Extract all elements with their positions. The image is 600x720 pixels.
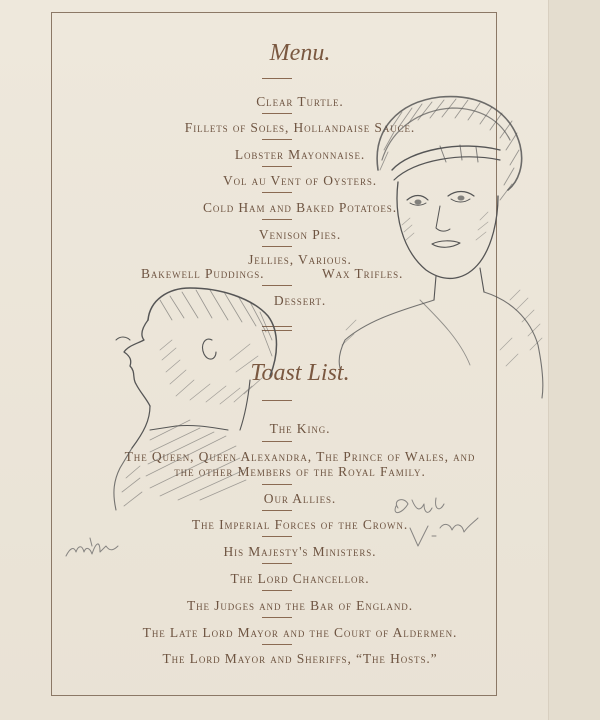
menu-item-right: Wax Trifles.: [322, 266, 404, 281]
menu-item: Vol au Vent of Oysters.: [222, 173, 378, 188]
toast-item: Our Allies.: [263, 491, 337, 506]
menu-item: Fillets of Soles, Hollandaise Sauce.: [184, 120, 416, 135]
menu-item: Venison Pies.: [258, 227, 342, 242]
toast-item: The Queen, Queen Alexandra, The Prince of Wales, and: [124, 449, 476, 464]
woman-portrait-sketch: [339, 97, 543, 398]
toast-item: The King.: [269, 421, 331, 436]
toast-item-continued: the other Members of the Royal Family.: [174, 464, 426, 479]
menu-item-dessert: Dessert.: [273, 293, 327, 308]
toast-item: The Lord Mayor and Sheriffs, “The Hosts.”: [162, 651, 438, 666]
signature-right: [395, 498, 478, 546]
signature-left: [66, 538, 118, 556]
man-profile-sketch: [114, 288, 277, 510]
menu-item: Jellies, Various.: [248, 252, 352, 267]
toast-item: The Late Lord Mayor and the Court of Aldermen.: [142, 625, 458, 640]
menu-item: Lobster Mayonnaise.: [234, 147, 366, 162]
toast-item: The Lord Chancellor.: [230, 571, 370, 586]
menu-item-left: Bakewell Puddings.: [141, 266, 265, 281]
menu-item: Cold Ham and Baked Potatoes.: [203, 200, 397, 215]
toast-item: The Judges and the Bar of England.: [187, 598, 413, 613]
menu-title: Menu.: [269, 40, 331, 66]
toast-list-title: Toast List.: [250, 360, 350, 386]
toast-item: His Majesty's Ministers.: [223, 544, 377, 559]
menu-item: Clear Turtle.: [256, 94, 344, 109]
toast-item: The Imperial Forces of the Crown.: [191, 517, 409, 532]
